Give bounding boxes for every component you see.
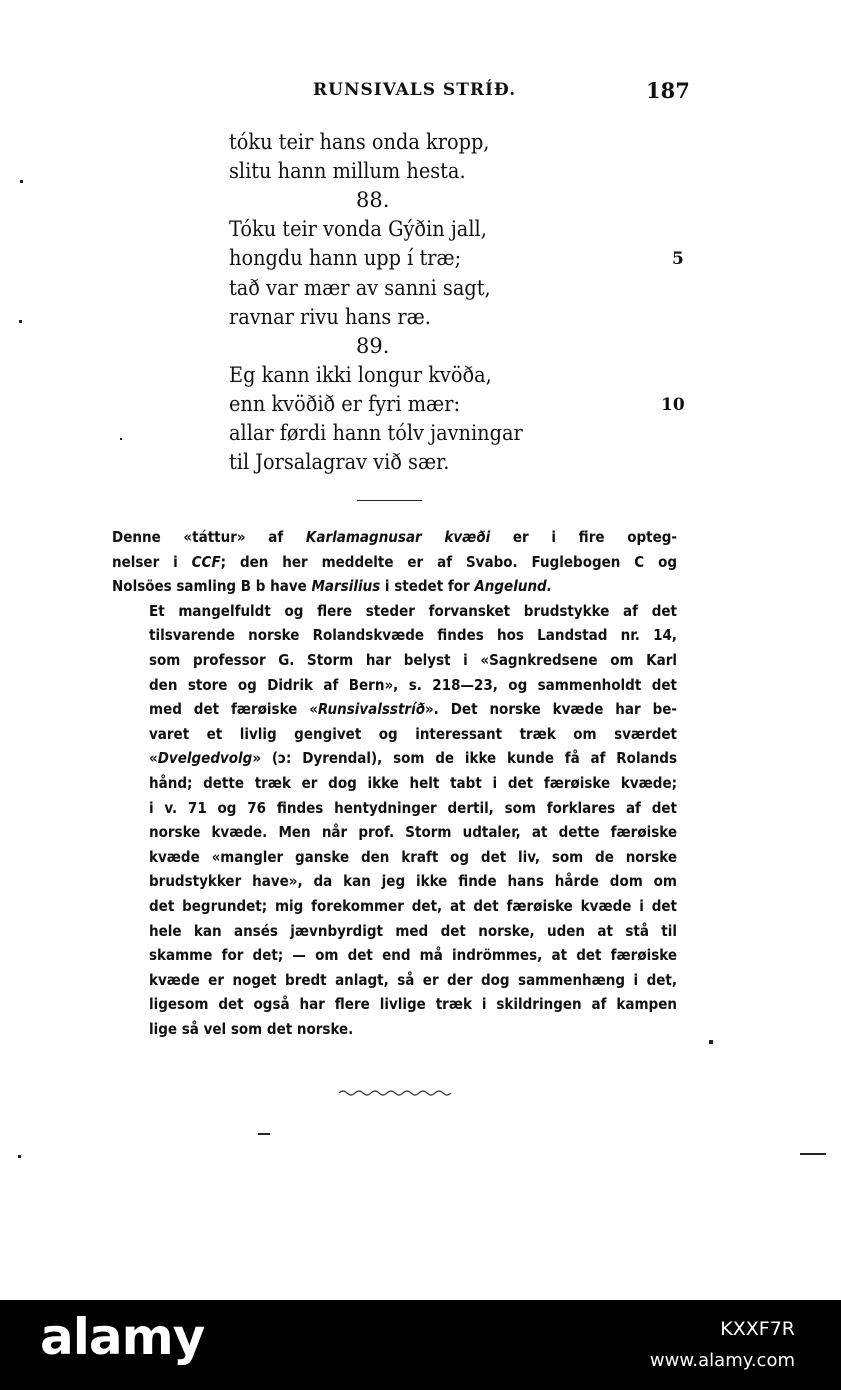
stanza-number: 89. — [356, 333, 390, 358]
verse-line: tað var mær av sanni sagt, — [229, 275, 491, 300]
notes-line: Denne «táttur» af Karlamagnusar kvæði er i fire opteg- — [112, 528, 677, 546]
verse-line: hongdu hann upp í træ; — [229, 246, 462, 271]
notes-line: skamme for det; — om det end må indrömmes, at det færøiske — [149, 946, 677, 965]
notes-line: tilsvarende norske Rolandskvæde findes hos Landstad nr. 14, — [149, 626, 677, 645]
notes-line: Nolsöes samling B b have Marsilius i stedet for Angelund. — [112, 577, 552, 596]
notes-line: med det færøiske «Runsivalsstríð». Det norske kvæde har be- — [149, 700, 677, 719]
verse-line: Tóku teir vonda Gýðin jall, — [229, 217, 487, 242]
notes-line: den store og Didrik af Bern», s. 218—23, og sammenholdt det — [149, 675, 677, 694]
notes-paragraph-1 — [112, 525, 677, 599]
print-speck — [20, 180, 23, 183]
notes-line: brudstykker have», da kan jeg ikke finde hans hårde dom om — [149, 872, 677, 891]
verse-line: enn kvöðið er fyri mær: — [229, 391, 460, 416]
editorial-notes — [112, 525, 677, 1041]
print-speck — [258, 1133, 270, 1135]
print-speck — [709, 1040, 713, 1044]
section-divider-rule — [357, 500, 422, 501]
page-number: 187 — [646, 78, 690, 103]
notes-line: Et mangelfuldt og flere steder forvansket brudstykke af det — [149, 601, 677, 620]
print-speck — [18, 1155, 21, 1158]
notes-line: i v. 71 og 76 findes hentydninger dertil, som forklares af det — [149, 798, 677, 817]
notes-line: nelser i CCF; den her meddelte er af Svabo. Fuglebogen C og — [112, 552, 677, 571]
verse-line-number: 10 — [661, 394, 685, 415]
notes-line: hele kan ansés jævnbyrdigt med det norske, uden at stå til — [149, 921, 677, 940]
notes-line: «Dvelgedvolg» (ɔ: Dyrendal), som de ikke kunde få af Rolands — [149, 749, 677, 768]
site-url-label: www.alamy.com — [649, 1350, 795, 1371]
verse-line-number: 5 — [672, 249, 684, 270]
verse-line: ravnar rivu hans ræ. — [229, 304, 431, 329]
notes-line: varet et livlig gengivet og interessant træk om sværdet — [149, 724, 677, 743]
notes-line: kvæde «mangler ganske den kraft og det liv, som de norske — [149, 847, 677, 866]
verse-line: allar førdi hann tólv javningar — [229, 421, 523, 445]
ornamental-squiggle — [337, 1088, 452, 1098]
notes-line: som professor G. Storm har belyst i «Sagnkredsene om Karl — [149, 650, 677, 669]
print-speck — [19, 320, 22, 323]
alamy-logo: alamy — [40, 1308, 205, 1366]
notes-paragraph-2 — [112, 599, 677, 1042]
notes-line: hånd; dette træk er dog ikke helt tabt i det færøiske kvæde; — [149, 773, 677, 792]
image-id-label: KXXF7R — [720, 1318, 795, 1340]
notes-line: norske kvæde. Men når prof. Storm udtaler, at dette færøiske — [149, 823, 677, 842]
running-header-title: RUNSIVALS STRÍÐ. — [313, 80, 517, 100]
print-speck — [800, 1153, 826, 1155]
print-speck — [120, 438, 122, 440]
stanza-number: 88. — [356, 188, 390, 213]
verse-line: til Jorsalagrav við sær. — [229, 450, 450, 475]
notes-line: det begrundet; mig forekommer det, at det færøiske kvæde i det — [149, 896, 677, 915]
notes-line: ligesom det også har flere livlige træk i skildringen af kampen — [149, 995, 677, 1014]
verse-line: slitu hann millum hesta. — [229, 159, 466, 184]
notes-line: kvæde er noget bredt anlagt, så er der dog sammenhæng i det, — [149, 970, 677, 989]
notes-line: lige så vel som det norske. — [149, 1019, 354, 1038]
verse-line: tóku teir hans onda kropp, — [229, 130, 490, 154]
verse-line: Eg kann ikki longur kvöða, — [229, 362, 492, 387]
